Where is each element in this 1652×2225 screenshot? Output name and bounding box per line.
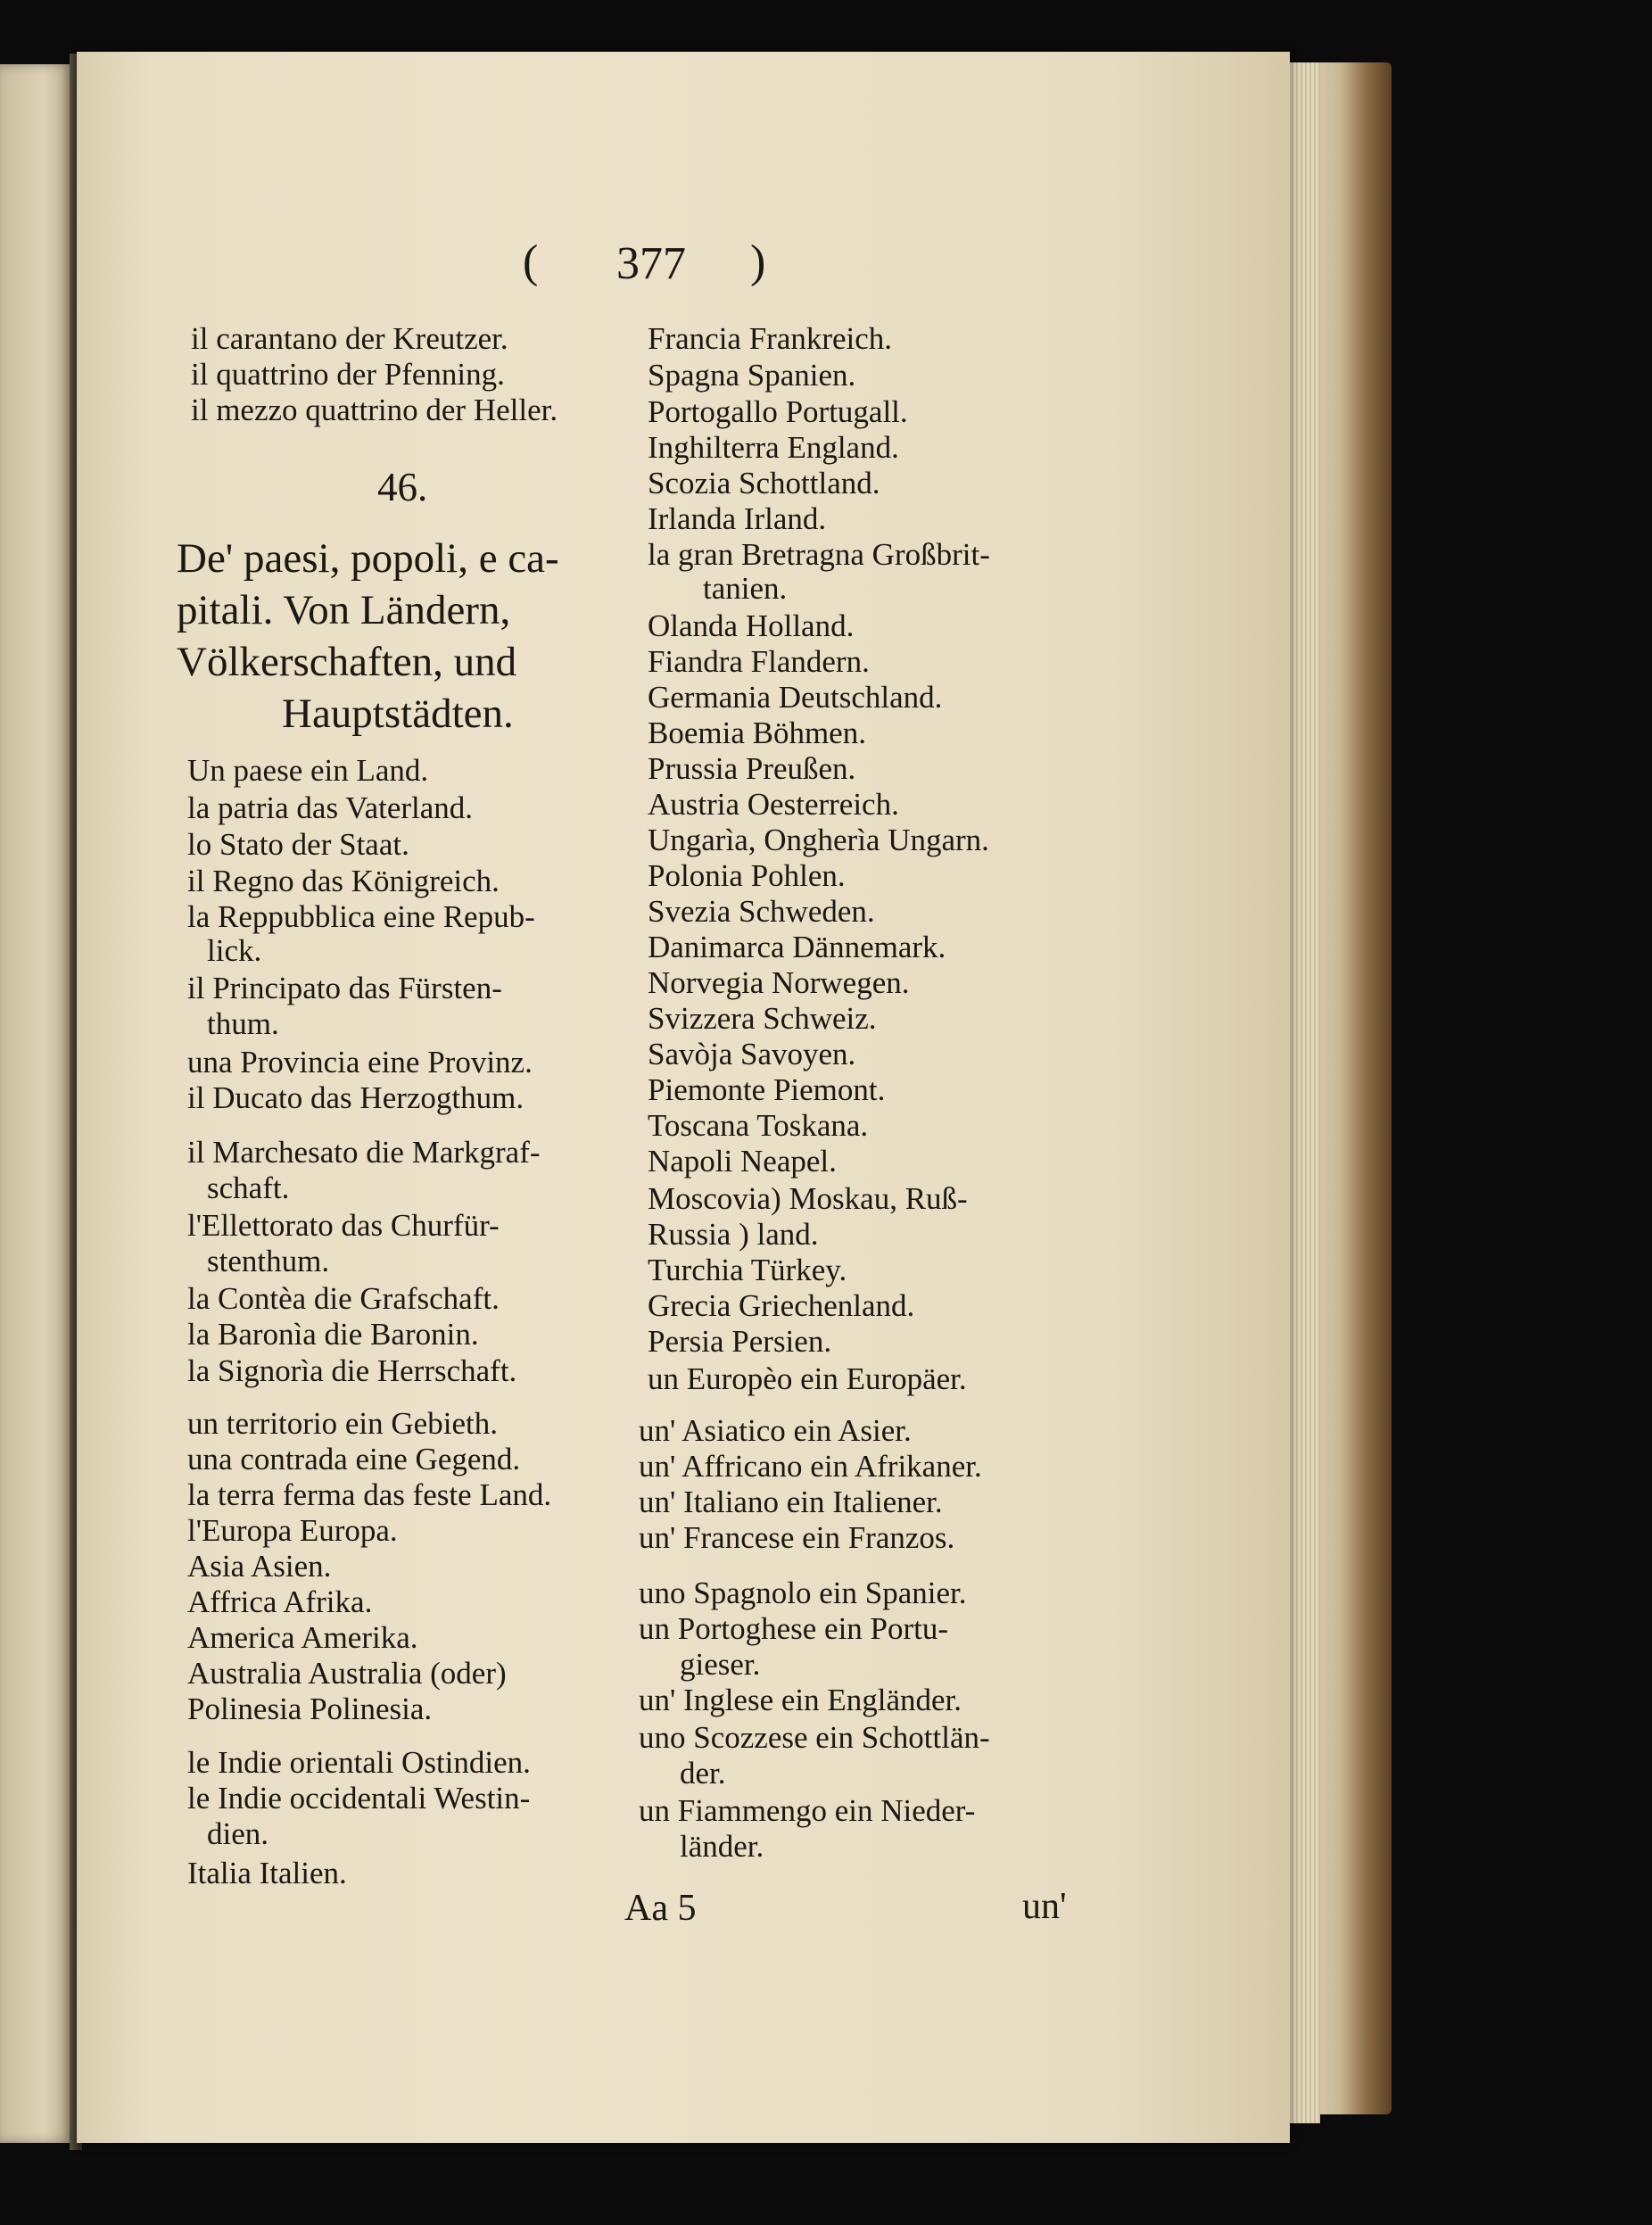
entry-line: thum. bbox=[207, 1006, 279, 1041]
entry-line: Affrica Afrika. bbox=[187, 1584, 373, 1619]
entry-line: una Provincia eine Provinz. bbox=[187, 1045, 533, 1079]
page-number: 377 bbox=[616, 238, 686, 289]
entry-line: Savòja Savoyen. bbox=[648, 1037, 856, 1071]
entry-line: America Amerika. bbox=[187, 1620, 418, 1655]
entry-line: le Indie orientali Ostindien. bbox=[187, 1745, 531, 1780]
entry-line: Danimarca Dännemark. bbox=[648, 930, 946, 964]
entry-line: una contrada eine Gegend. bbox=[187, 1442, 521, 1476]
entry-line: un' Francese ein Franzos. bbox=[639, 1520, 955, 1555]
entry-line: il quattrino der Pfenning. bbox=[191, 357, 505, 392]
entry-line: Grecia Griechenland. bbox=[648, 1288, 915, 1323]
entry-line: la Baronìa die Baronin. bbox=[187, 1317, 479, 1352]
entry-line: tanien. bbox=[703, 571, 788, 606]
entry-line: Austria Oesterreich. bbox=[648, 787, 899, 822]
header-right-paren: ) bbox=[750, 236, 766, 287]
entry-line: Norvegia Norwegen. bbox=[648, 965, 910, 1000]
entry-line: Irlanda Irland. bbox=[648, 501, 827, 536]
entry-line: Svizzera Schweiz. bbox=[648, 1001, 877, 1036]
entry-line: il Principato das Fürsten- bbox=[187, 971, 502, 1005]
header-left-paren: ( bbox=[523, 236, 539, 287]
entry-line: un' Inglese ein Engländer. bbox=[639, 1683, 962, 1717]
entry-line: lo Stato der Staat. bbox=[187, 827, 409, 862]
entry-line: la gran Bretragna Großbrit- bbox=[648, 537, 990, 572]
entry-line: la terra ferma das feste Land. bbox=[187, 1477, 552, 1512]
entry-line: Turchia Türkey. bbox=[648, 1253, 847, 1287]
entry-line: der. bbox=[680, 1756, 726, 1791]
entry-line: Francia Frankreich. bbox=[648, 321, 893, 356]
entry-line: Polinesia Polinesia. bbox=[187, 1691, 433, 1726]
entry-line: la Contèa die Grafschaft. bbox=[187, 1281, 500, 1316]
entry-line: Napoli Neapel. bbox=[648, 1144, 837, 1179]
entry-line: il Regno das Königreich. bbox=[187, 864, 500, 898]
entry-line: il mezzo quattrino der Heller. bbox=[191, 393, 558, 427]
entry-line: Polonia Pohlen. bbox=[648, 858, 846, 893]
entry-line: länder. bbox=[680, 1829, 764, 1864]
catchword: un' bbox=[1022, 1886, 1067, 1927]
book-cover-edge bbox=[1311, 62, 1392, 2114]
entry-line: Svezia Schweden. bbox=[648, 894, 875, 929]
entry-line: le Indie occidentali Westin- bbox=[187, 1781, 531, 1816]
entry-line: un Europèo ein Europäer. bbox=[648, 1361, 967, 1396]
entry-line: uno Spagnolo ein Spanier. bbox=[639, 1576, 967, 1610]
entry-line: Portogallo Portugall. bbox=[648, 394, 908, 429]
entry-line: la patria das Vaterland. bbox=[187, 790, 474, 825]
entry-line: gieser. bbox=[680, 1647, 761, 1682]
entry-line: Asia Asien. bbox=[187, 1549, 332, 1584]
signature-mark: Aa 5 bbox=[624, 1888, 697, 1929]
entry-line: Un paese ein Land. bbox=[187, 753, 429, 788]
entry-line: Moscovia) Moskau, Ruß- bbox=[648, 1181, 968, 1216]
entry-line: Germania Deutschland. bbox=[648, 680, 943, 715]
entry-line: Russia ) land. bbox=[648, 1217, 819, 1252]
entry-line: Boemia Böhmen. bbox=[648, 715, 866, 750]
entry-line: Australia Australia (oder) bbox=[187, 1656, 507, 1691]
entry-line: Spagna Spanien. bbox=[648, 358, 856, 393]
entry-line: l'Europa Europa. bbox=[187, 1513, 398, 1548]
entry-line: il Ducato das Herzogthum. bbox=[187, 1080, 525, 1115]
entry-line: un' Affricano ein Afrikaner. bbox=[639, 1449, 982, 1484]
entry-line: Olanda Holland. bbox=[648, 608, 855, 643]
heading-line: Völkerschaften, und bbox=[177, 639, 517, 685]
entry-line: Piemonte Piemont. bbox=[648, 1072, 886, 1107]
entry-line: la Reppubblica eine Repub- bbox=[187, 899, 535, 934]
entry-line: dien. bbox=[207, 1816, 269, 1851]
entry-line: un' Asiatico ein Asier. bbox=[639, 1413, 912, 1448]
entry-line: Ungarìa, Ongherìa Ungarn. bbox=[648, 823, 989, 857]
book-page bbox=[77, 52, 1290, 2143]
entry-line: uno Scozzese ein Schottlän- bbox=[639, 1720, 990, 1755]
entry-line: Persia Persien. bbox=[648, 1324, 832, 1359]
entry-line: un Portoghese ein Portu- bbox=[639, 1611, 949, 1646]
entry-line: la Signorìa die Herrschaft. bbox=[187, 1353, 517, 1388]
entry-line: lick. bbox=[207, 933, 262, 968]
entry-line: un Fiammengo ein Nieder- bbox=[639, 1793, 976, 1828]
entry-line: Scozia Schottland. bbox=[648, 466, 880, 500]
entry-line: Italia Italien. bbox=[187, 1856, 347, 1890]
entry-line: l'Ellettorato das Churfür- bbox=[187, 1208, 500, 1243]
entry-line: Inghilterra England. bbox=[648, 430, 899, 465]
entry-line: un territorio ein Gebieth. bbox=[187, 1406, 498, 1441]
entry-line: Fiandra Flandern. bbox=[648, 644, 870, 679]
heading-line: Hauptstädten. bbox=[282, 691, 514, 737]
heading-line: De' paesi, popoli, e ca- bbox=[177, 535, 559, 582]
entry-line: schaft. bbox=[207, 1170, 290, 1205]
heading-line: pitali. Von Ländern, bbox=[177, 587, 511, 633]
entry-line: il carantano der Kreutzer. bbox=[191, 321, 508, 356]
left-page-edge bbox=[0, 64, 71, 2143]
entry-line: un' Italiano ein Italiener. bbox=[639, 1485, 943, 1519]
entry-line: il Marchesato die Markgraf- bbox=[187, 1135, 541, 1170]
entry-line: Toscana Toskana. bbox=[648, 1108, 869, 1143]
section-number: 46. bbox=[377, 465, 428, 509]
entry-line: stenthum. bbox=[207, 1244, 330, 1278]
entry-line: Prussia Preußen. bbox=[648, 751, 856, 786]
